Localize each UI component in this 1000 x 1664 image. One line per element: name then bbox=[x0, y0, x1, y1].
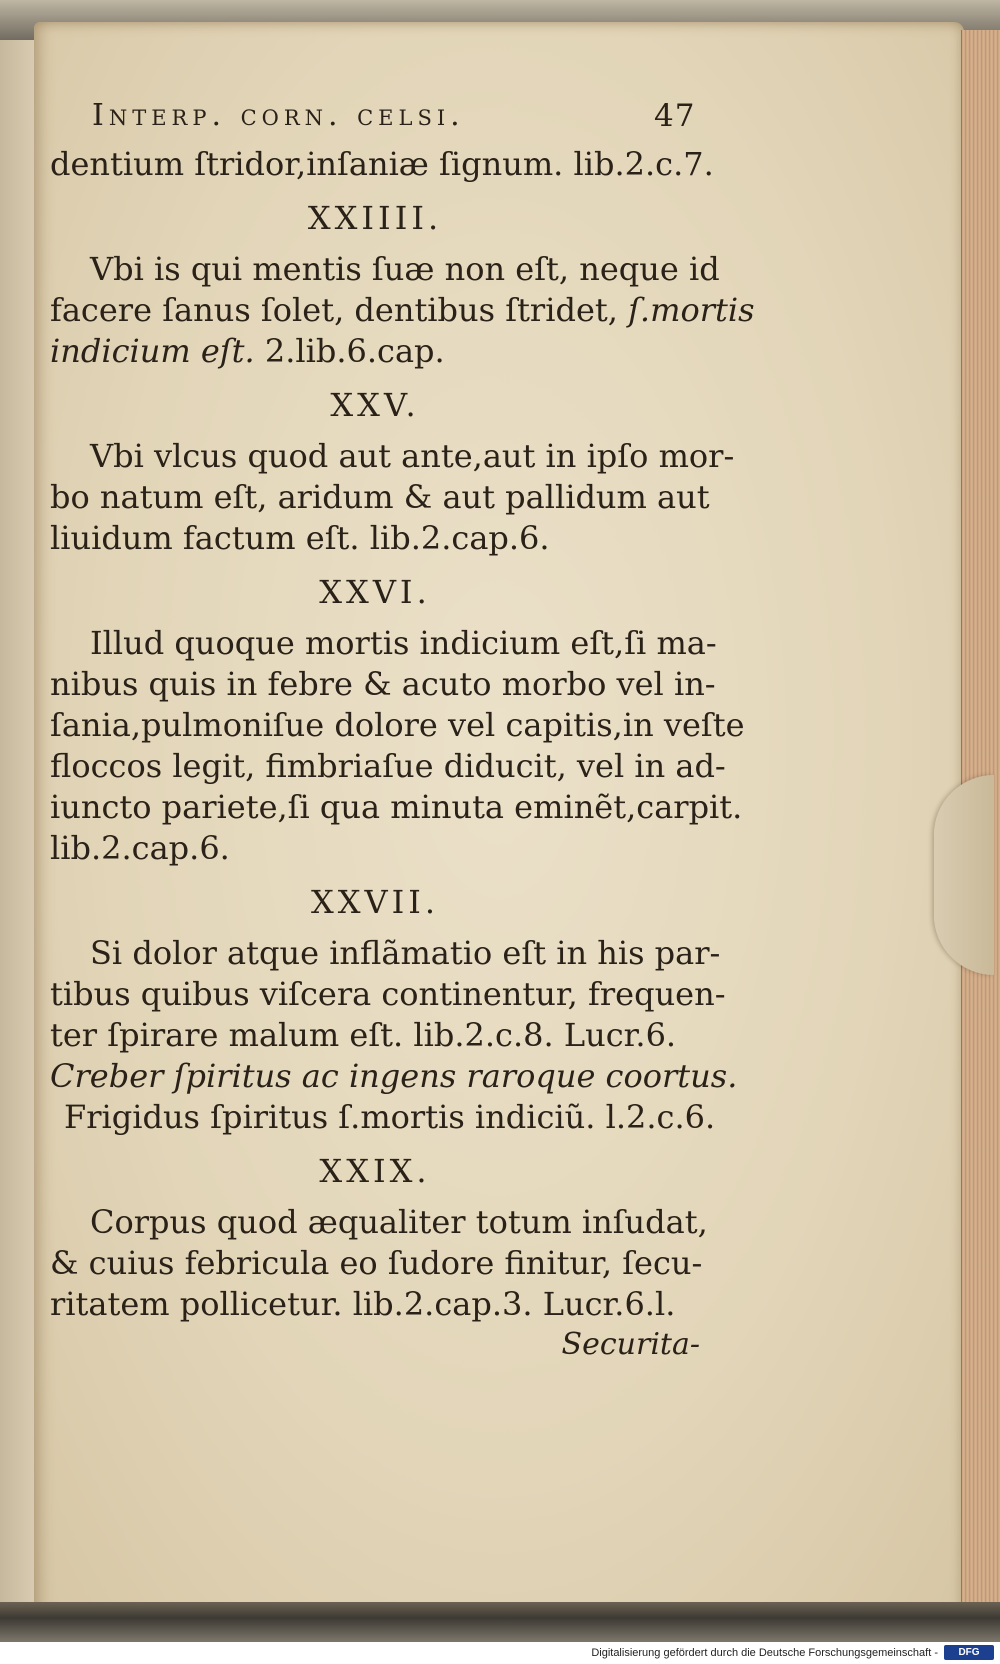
page-number: 47 bbox=[654, 98, 696, 134]
text-line: Frigidus ſpiritus ſ.mortis indiciũ. l.2.c.6. bbox=[64, 1098, 716, 1136]
previous-page-edge bbox=[0, 40, 34, 1620]
digitization-footer bbox=[0, 1642, 1000, 1664]
text-line: & cuius febricula eo ſudore finitur, ſecu- bbox=[50, 1244, 703, 1282]
text-line: Vbi vlcus quod aut ante,aut in ipſo mor- bbox=[90, 437, 735, 475]
text-line: ſania,pulmoniſue dolore vel capitis,in veſte bbox=[50, 706, 745, 744]
text-line: Si dolor atque inflãmatio eſt in his par- bbox=[90, 934, 721, 972]
text-line: iuncto pariete,ſi qua minuta eminẽt,carpit. bbox=[50, 788, 743, 826]
running-head-title: Interp. corn. celsi. bbox=[92, 98, 465, 133]
text-line: tibus quibus viſcera continentur, frequen- bbox=[50, 975, 726, 1013]
dfg-logo-icon: DFG bbox=[944, 1645, 994, 1660]
text-line: Vbi is qui mentis ſuæ non eſt, neque id bbox=[90, 250, 720, 288]
text-line: Illud quoque mortis indicium eſt,ſi ma- bbox=[90, 624, 717, 662]
book-bottom-edge bbox=[0, 1602, 1000, 1642]
section-heading: XXVII. bbox=[310, 883, 440, 921]
text-line: liuidum factum eſt. lib.2.cap.6. bbox=[50, 519, 550, 557]
text-line: facere ſanus ſolet, dentibus ſtridet, ſ.mortis bbox=[50, 291, 755, 329]
section-heading: XXV. bbox=[330, 386, 420, 424]
text-line: ter ſpirare malum eſt. lib.2.c.8. Lucr.6. bbox=[50, 1016, 677, 1054]
section-heading: XXIX. bbox=[319, 1152, 431, 1190]
text-line: nibus quis in febre & acuto morbo vel in- bbox=[50, 665, 716, 703]
running-head bbox=[50, 92, 700, 144]
text-line: indicium eſt. 2.lib.6.cap. bbox=[50, 332, 445, 370]
footer-credit: Digitalisierung gefördert durch die Deutsche Forschungsgemeinschaft - bbox=[591, 1647, 938, 1659]
text-line: floccos legit, fimbriaſue diducit, vel in ad- bbox=[50, 747, 726, 785]
verse-quote: Creber ſpiritus ac ingens raroque coortus. bbox=[50, 1057, 738, 1095]
text-line: Corpus quod æqualiter totum inſudat, bbox=[90, 1203, 708, 1241]
page-text bbox=[50, 92, 755, 1365]
section-heading: XXVI. bbox=[319, 573, 431, 611]
text-line: ritatem pollicetur. lib.2.cap.3. Lucr.6.l. bbox=[50, 1285, 676, 1323]
text-line: dentium ſtridor,inſaniæ ſignum. lib.2.c.7. bbox=[50, 145, 714, 183]
text-line: bo natum eſt, aridum & aut pallidum aut bbox=[50, 478, 710, 516]
section-heading: XXIIII. bbox=[307, 199, 443, 237]
clasp-tab bbox=[934, 775, 994, 975]
text-line: lib.2.cap.6. bbox=[50, 829, 230, 867]
catchword: Securita- bbox=[561, 1327, 700, 1362]
